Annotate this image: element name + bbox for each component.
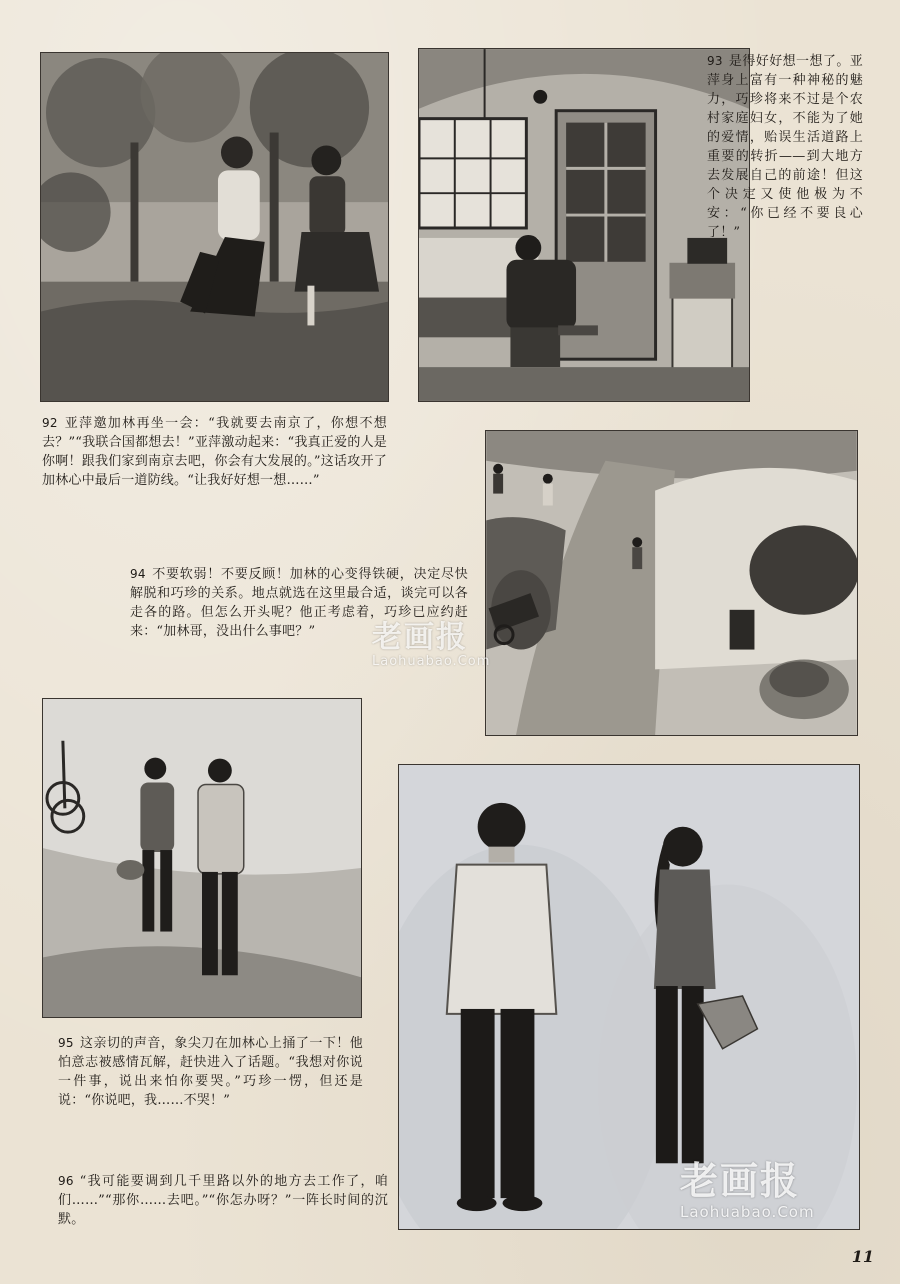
cave-interior-illustration xyxy=(419,49,749,401)
caption-95-text: 这亲切的声音，象尖刀在加林心上捅了一下！他怕意志被感情瓦解，赶快进入了话题。“我想对你说一件事，说出来怕你要哭。”巧珍一愣，但还是说：“你说吧，我……不哭！” xyxy=(58,1036,363,1108)
caption-92-text: 亚萍邀加林再坐一会：“我就要去南京了，你想不想去？”“我联合国都想去！”亚萍激动起来：“我真正爱的人是你啊！跟我们家到南京去吧，你会有大发展的。”这话攻开了加林心中最后一道防线。“让我好好想一想……” xyxy=(42,416,387,488)
watermark-middle xyxy=(372,612,490,669)
watermark-middle-cn: 老画报 xyxy=(372,620,468,655)
caption-96 xyxy=(58,1172,388,1229)
caption-93-number: 93 xyxy=(707,54,723,68)
panel-93-illustration xyxy=(418,48,750,402)
caption-95-number: 95 xyxy=(58,1036,74,1050)
caption-94-text: 不要软弱！不要反顾！加林的心变得铁硬，决定尽快解脱和巧珍的关系。地点就选在这里最合适，谈完可以各走各的路。但怎么开头呢？他正考虑着，巧珍已应约赶来：“加林哥，没出什么事吧？” xyxy=(130,567,468,639)
park-couple-illustration xyxy=(41,53,388,401)
panel-95-illustration xyxy=(42,698,362,1018)
caption-96-number: 96 xyxy=(58,1174,74,1188)
caption-93 xyxy=(707,52,863,242)
watermark-middle-en: Laohuabao.Com xyxy=(372,654,491,669)
page-number: 11 xyxy=(851,1247,874,1266)
caption-95 xyxy=(58,1034,363,1110)
watermark-bottom-en: Laohuabao.Com xyxy=(680,1203,815,1221)
watermark-bottom xyxy=(680,1150,815,1221)
panel-92-illustration xyxy=(40,52,389,402)
village-road-illustration xyxy=(486,431,857,735)
watermark-bottom-cn: 老画报 xyxy=(680,1159,801,1203)
caption-96-text: “我可能要调到几千里路以外的地方去工作了，咱们……”“那你……去吧。”“你怎办呀？”一阵长时间的沉默。 xyxy=(58,1174,388,1227)
path-couple-illustration xyxy=(43,699,361,1017)
caption-93-text: 是得好好想一想了。亚萍身上富有一种神秘的魅力，巧珍将来不过是个农村家庭妇女，不能为了她的爱情，贻误生活道路上重要的转折——到大地方去发展自己的前途！但这个决定又使他极为不安：“你已经不要良心了！” xyxy=(707,54,863,240)
caption-92 xyxy=(42,414,387,490)
caption-94-number: 94 xyxy=(130,567,146,581)
panel-94-illustration xyxy=(485,430,858,736)
caption-92-number: 92 xyxy=(42,416,58,430)
